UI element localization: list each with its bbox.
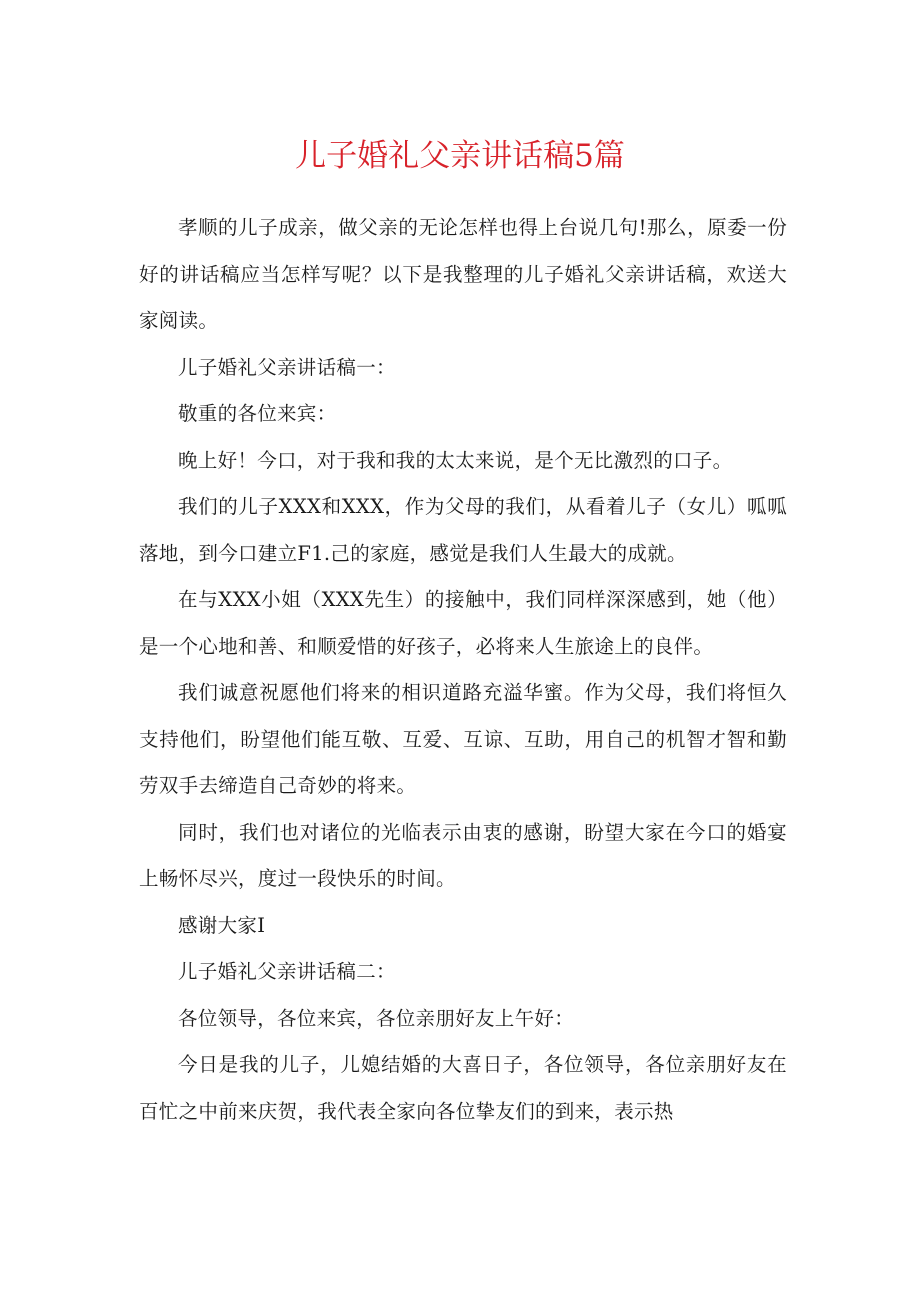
document-body [139, 205, 787, 1135]
paragraph-wishes: 我们诚意祝愿他们将来的相识道路充溢华蜜。作为父母，我们将恒久支持他们，盼望他们能互敬、互爱、互谅、互助，用自己的机智才智和勤劳双手去缔造自己奇妙的将来。 [139, 681, 787, 797]
paragraph-salutation-1: 敬重的各位来宾： [178, 402, 337, 425]
paragraph-speech-2-start: 今日是我的儿子，儿媳结婚的大喜日子，各位领导，各位亲朋好友在百忙之中前来庆贺，我代表全家向各位挚友们的到来，表示热 [139, 1053, 787, 1123]
paragraph-greeting: 晚上好！今口，对于我和我的太太来说，是个无比激烈的口子。 [178, 448, 733, 472]
paragraph-partner: 在与XXX小姐（XXX先生）的接触中，我们同样深深感到，她（他）是一个心地和善、和顺爱惜的好孩子，必将来人生旅途上的良伴。 [139, 588, 787, 658]
paragraph-closing-1: 感谢大家I [178, 913, 266, 937]
paragraph-heading-2: 儿子婚礼父亲讲话稿二： [178, 960, 396, 983]
paragraph-heading-1: 儿子婚礼父亲讲话稿一： [178, 355, 396, 379]
paragraph-salutation-2: 各位领导，各位来宾，各位亲朋好友上午好： [178, 1006, 575, 1030]
paragraph-children: 我们的儿子XXX和XXX，作为父母的我们，从看着儿子（女儿）呱呱落地，到今口建立F1.己的家庭，感觉是我们人生最大的成就。 [139, 495, 787, 565]
paragraph-intro: 孝顺的儿子成亲，做父亲的无论怎样也得上台说几句!那么，原委一份好的讲话稿应当怎样写呢？以下是我整理的儿子婚礼父亲讲话稿，欢送大家阅读。 [139, 216, 787, 332]
document-title: 儿子婚礼父亲讲话稿5篇 [295, 138, 625, 174]
paragraph-thanks-guests: 同时，我们也对诸位的光临表示由衷的感谢，盼望大家在今口的婚宴上畅怀尽兴，度过一段快乐的时间。 [139, 820, 787, 890]
